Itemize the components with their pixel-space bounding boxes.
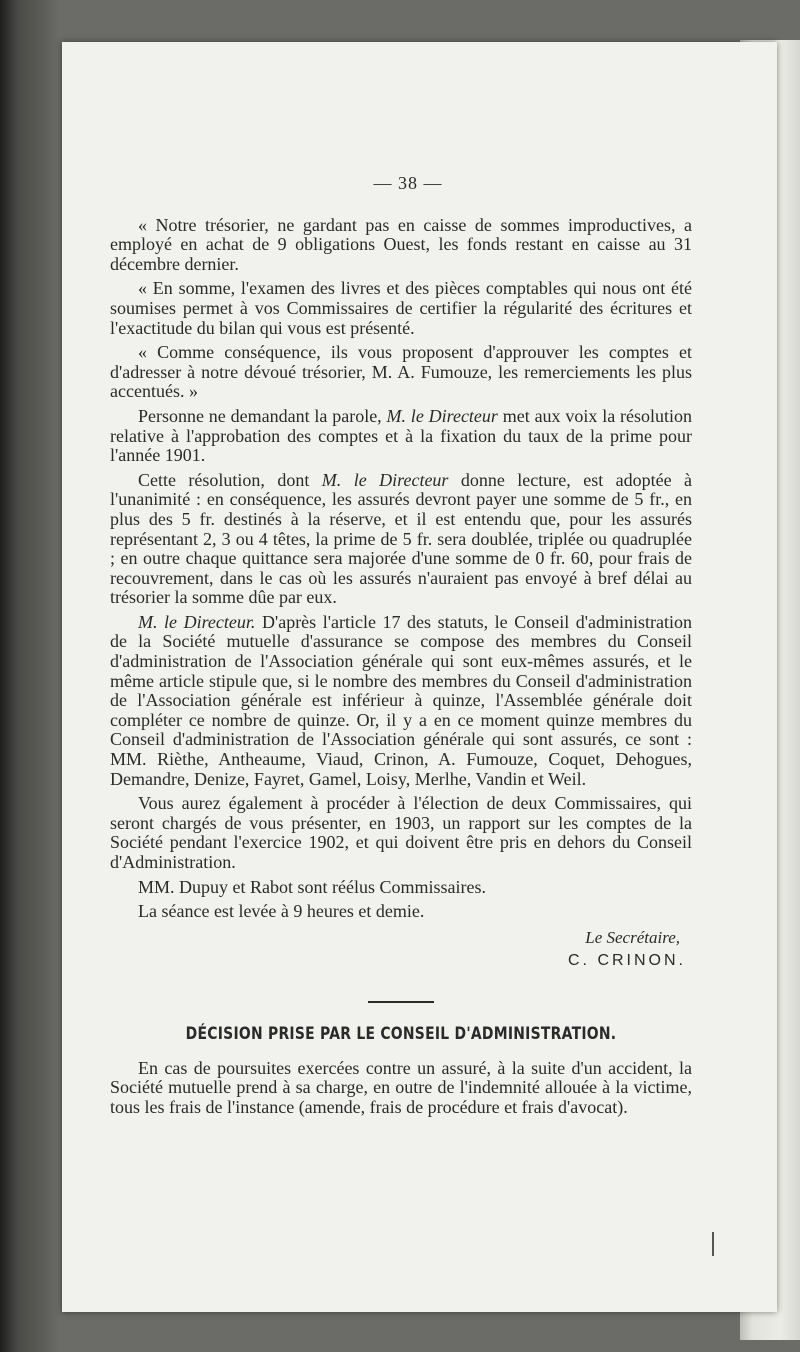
paragraph-reelus: MM. Dupuy et Rabot sont réélus Commissaires. xyxy=(138,876,486,897)
margin-mark xyxy=(712,1232,714,1256)
text-run: met aux voix la résolution relative à l'approbation des comptes et à la fixation du taux de la prime pour l'année 1901. xyxy=(110,405,692,466)
signature-role: Le Secrétaire, xyxy=(585,927,680,947)
italic-run: M. le Directeur xyxy=(386,405,498,426)
paragraph-consequence: « Comme conséquence, ils vous proposent d'approuver les comptes et d'adresser à notre dévoué trésorier, M. A. Fumouze, les remerciements les plus accentués. » xyxy=(110,342,692,402)
italic-run: M. le Directeur xyxy=(321,469,449,490)
page-number: — 38 — xyxy=(373,173,443,193)
signature-name: C. CRINON. xyxy=(568,952,686,970)
section-divider xyxy=(368,1001,434,1003)
paragraph-election: Vous aurez également à procéder à l'élection de deux Commissaires, qui seront chargés de vous présenter, en 1903, un rapport sur les comptes de la Société pendant l'exercice 1902, et qui doivent être pris en dehors du Conseil d'Administration. xyxy=(110,793,692,872)
paragraph-vote xyxy=(110,407,692,466)
paragraph-directeur xyxy=(110,613,692,789)
paragraph-decision: En cas de poursuites exercées contre un assuré, à la suite d'un accident, la Société mutuelle prend à sa charge, en outre de l'indemnité allouée à la victime, tous les frais de l'instance (amende, frais de procédure et frais d'avocat). xyxy=(110,1057,692,1117)
text-run: donne lecture, est adoptée à l'unanimité : en conséquence, les assurés devront payer une somme de 5 fr., en plus des 5 fr. destinés à la réserve, et il est entendu que, pour les assurés représentant 2, 3 ou 4 têtes, la prime de 5 fr. sera doublée, triplée ou quadruplée ; en outre chaque quittance sera majorée d'une somme de 0 fr. 60, pour frais de recouvrement, dans le cas où les assurés n'auraient pas envoyé à bref délai au trésorier la somme dûe par eux. xyxy=(110,469,693,608)
page-content xyxy=(110,130,692,1122)
paragraph-resolution xyxy=(110,471,692,608)
text-run: D'après l'article 17 des statuts, le Conseil d'administration de la Société mutuelle d'assurance se compose des membres du Conseil d'administration de l'Association générale qui sont eux-mêmes assurés, et le même article stipule que, si le nombre des membres du Conseil d'administration de l'Association générale est inférieur à quinze, l'Assemblée générale doit compléter ce nombre de quinze. Or, il y a en ce moment quinze membres du Conseil d'administration de l'Association générale qui sont assurés, ce sont : MM. Rièthe, Antheaume, Viaud, Crinon, A. Fumouze, Coquet, Dehogues, Demandre, Denize, Fayret, Gamel, Loisy, Merlhe, Vandin et Weil. xyxy=(110,611,692,789)
italic-run: M. le Directeur. xyxy=(138,611,256,632)
paragraph-seance: La séance est levée à 9 heures et demie. xyxy=(138,901,425,922)
text-run: Personne ne demandant la parole, xyxy=(138,405,387,426)
paragraph-examen: « En somme, l'examen des livres et des pièces comptables qui nous ont été soumises permet à vos Commissaires de certifier la régularité des écritures et l'exactitude du bilan qui vous est présenté. xyxy=(110,278,692,338)
paragraph-tresorier: « Notre trésorier, ne gardant pas en caisse de sommes improductives, a employé en achat de 9 obligations Ouest, les fonds restant en caisse au 31 décembre dernier. xyxy=(110,214,692,274)
section-title: DÉCISION PRISE PAR LE CONSEIL D'ADMINISTRATION. xyxy=(185,1023,617,1044)
text-run: Cette résolution, dont xyxy=(138,469,322,490)
